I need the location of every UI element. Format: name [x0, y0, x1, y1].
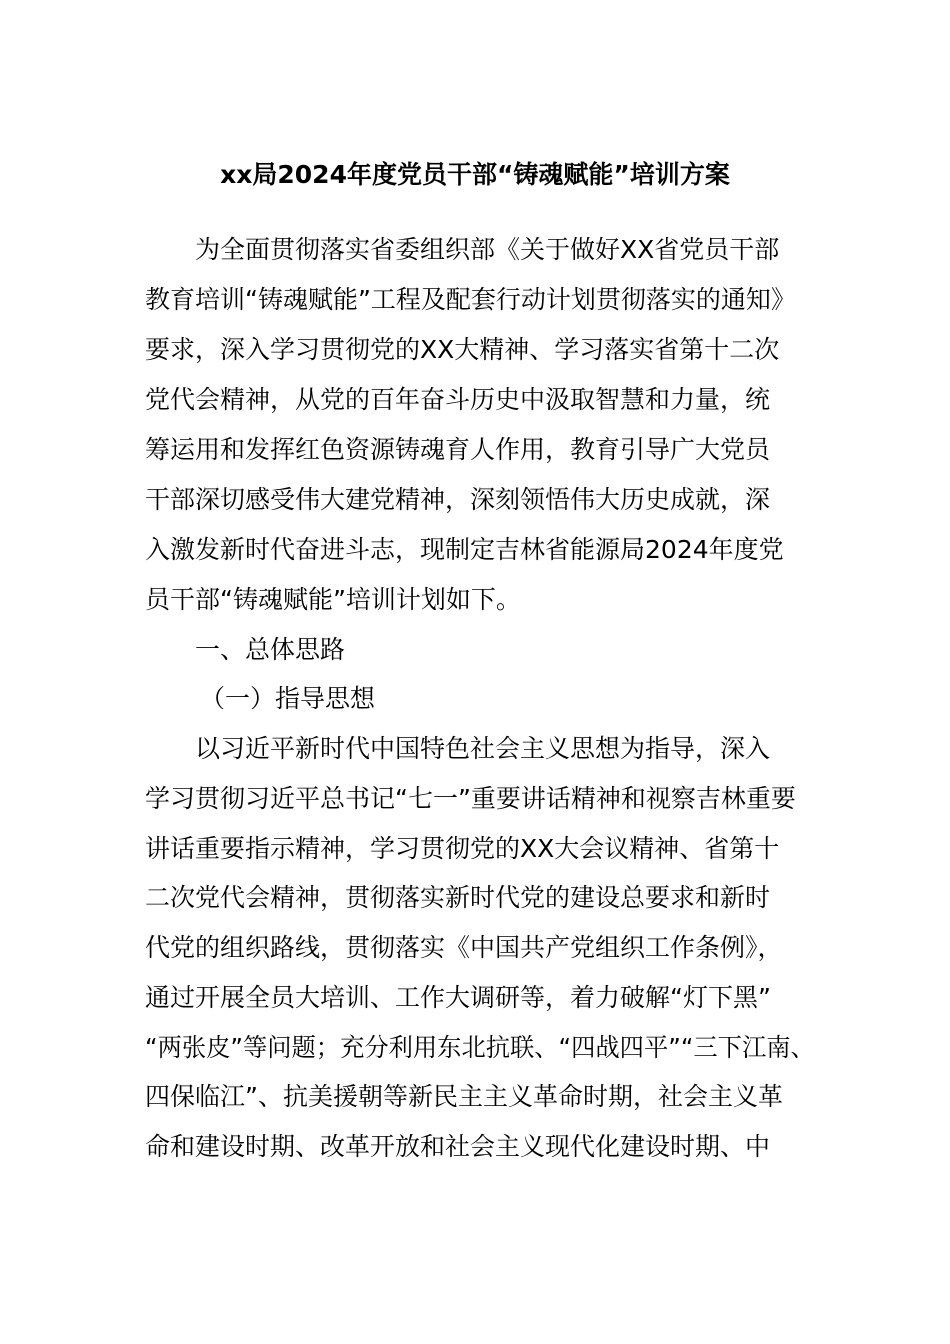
paragraph-line: 代党的组织路线，贯彻落实《中国共产党组织工作条例》，	[145, 933, 783, 962]
document-title: xx局2024年度党员干部“铸魂赋能”培训方案	[220, 160, 730, 189]
paragraph-line: 筹运用和发挥红色资源铸魂育人作用，教育引导广大党员	[145, 435, 771, 464]
paragraph-line: 入激发新时代奋进斗志，现制定吉林省能源局2024年度党	[145, 535, 784, 564]
subsection-heading: （一）指导思想	[200, 684, 376, 713]
paragraph-line: 二次党代会精神，贯彻落实新时代党的建设总要求和新时	[145, 883, 771, 912]
paragraph-line: 以习近平新时代中国特色社会主义思想为指导，深入	[195, 734, 771, 763]
paragraph-line: “两张皮”等问题；充分利用东北抗联、“四战四平”“三下江南、	[145, 1033, 815, 1062]
paragraph-line: 干部深切感受伟大建党精神，深刻领悟伟大历史成就，深	[145, 485, 771, 514]
paragraph-line: 四保临江”、抗美援朝等新民主主义革命时期，社会主义革	[145, 1082, 783, 1111]
paragraph-line: 命和建设时期、改革开放和社会主义现代化建设时期、中	[145, 1132, 771, 1161]
paragraph-line: 教育培训“铸魂赋能”工程及配套行动计划贯彻落实的通知》	[145, 285, 796, 314]
paragraph-line: 要求，深入学习贯彻党的XX大精神、学习落实省第十二次	[145, 335, 780, 364]
section-heading: 一、总体思路	[195, 635, 346, 664]
paragraph-line: 员干部“铸魂赋能”培训计划如下。	[145, 585, 521, 614]
paragraph-line: 学习贯彻习近平总书记“七一”重要讲话精神和视察吉林重要	[145, 784, 796, 813]
paragraph-line: 通过开展全员大培训、工作大调研等，着力破解“灯下黑”	[145, 983, 771, 1012]
paragraph-line: 党代会精神，从党的百年奋斗历史中汲取智慧和力量，统	[145, 385, 771, 414]
paragraph-line: 为全面贯彻落实省委组织部《关于做好XX省党员干部	[195, 235, 780, 264]
paragraph-line: 讲话重要指示精神，学习贯彻党的XX大会议精神、省第十	[145, 834, 780, 863]
